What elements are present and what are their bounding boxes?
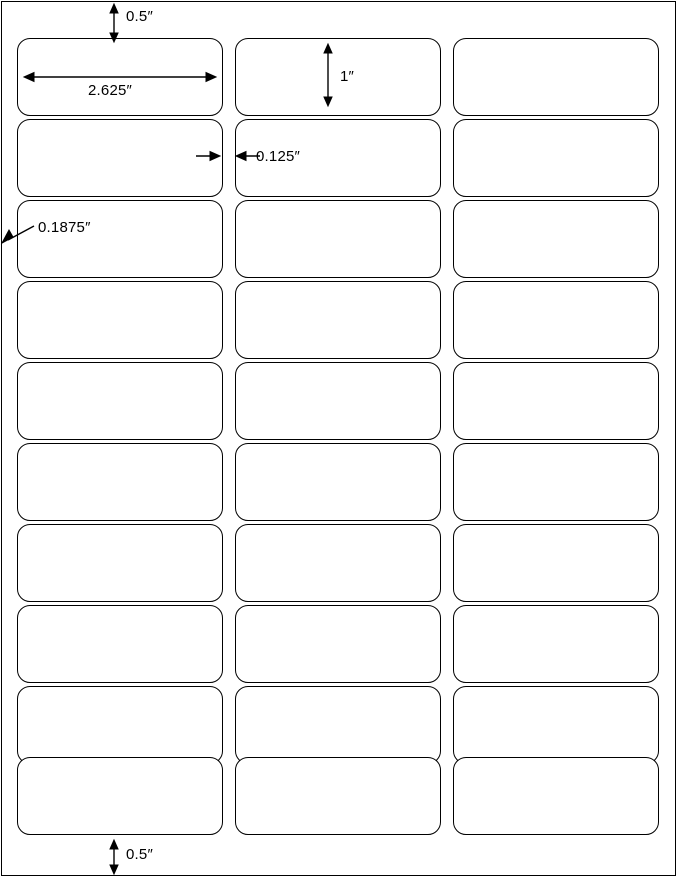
label-r6c2[interactable] [235, 443, 441, 521]
label-r5c3[interactable] [453, 362, 659, 440]
label-r2c3[interactable] [453, 119, 659, 197]
label-r9c1[interactable] [17, 686, 223, 764]
label-r5c2[interactable] [235, 362, 441, 440]
label-r6c1[interactable] [17, 443, 223, 521]
label-r6c3[interactable] [453, 443, 659, 521]
bottom-margin-arrow [104, 840, 124, 874]
label-r7c2[interactable] [235, 524, 441, 602]
label-r5c1[interactable] [17, 362, 223, 440]
top-margin-arrow [104, 4, 124, 42]
label-r8c1[interactable] [17, 605, 223, 683]
side-margin-arrow [2, 222, 38, 244]
label-r4c1[interactable] [17, 281, 223, 359]
label-r4c2[interactable] [235, 281, 441, 359]
label-r1c3[interactable] [453, 38, 659, 116]
side-margin-label: 0.1875″ [38, 219, 91, 236]
horizontal-gap-label: 0.125″ [256, 148, 301, 165]
label-height-label: 1″ [340, 68, 355, 85]
label-r8c3[interactable] [453, 605, 659, 683]
label-r3c3[interactable] [453, 200, 659, 278]
label-r10c3[interactable] [453, 757, 659, 835]
label-r7c1[interactable] [17, 524, 223, 602]
label-r1c2[interactable] [235, 38, 441, 116]
label-r8c2[interactable] [235, 605, 441, 683]
label-r3c1[interactable] [17, 200, 223, 278]
top-margin-label: 0.5″ [126, 8, 153, 25]
label-r2c1[interactable] [17, 119, 223, 197]
label-r7c3[interactable] [453, 524, 659, 602]
label-r9c3[interactable] [453, 686, 659, 764]
label-width-label: 2.625″ [88, 82, 133, 99]
bottom-margin-label: 0.5″ [126, 846, 153, 863]
label-r3c2[interactable] [235, 200, 441, 278]
horizontal-gap-arrow-left [196, 150, 220, 162]
label-r10c2[interactable] [235, 757, 441, 835]
label-r4c3[interactable] [453, 281, 659, 359]
label-r10c1[interactable] [17, 757, 223, 835]
label-height-arrow [320, 44, 336, 106]
label-r9c2[interactable] [235, 686, 441, 764]
